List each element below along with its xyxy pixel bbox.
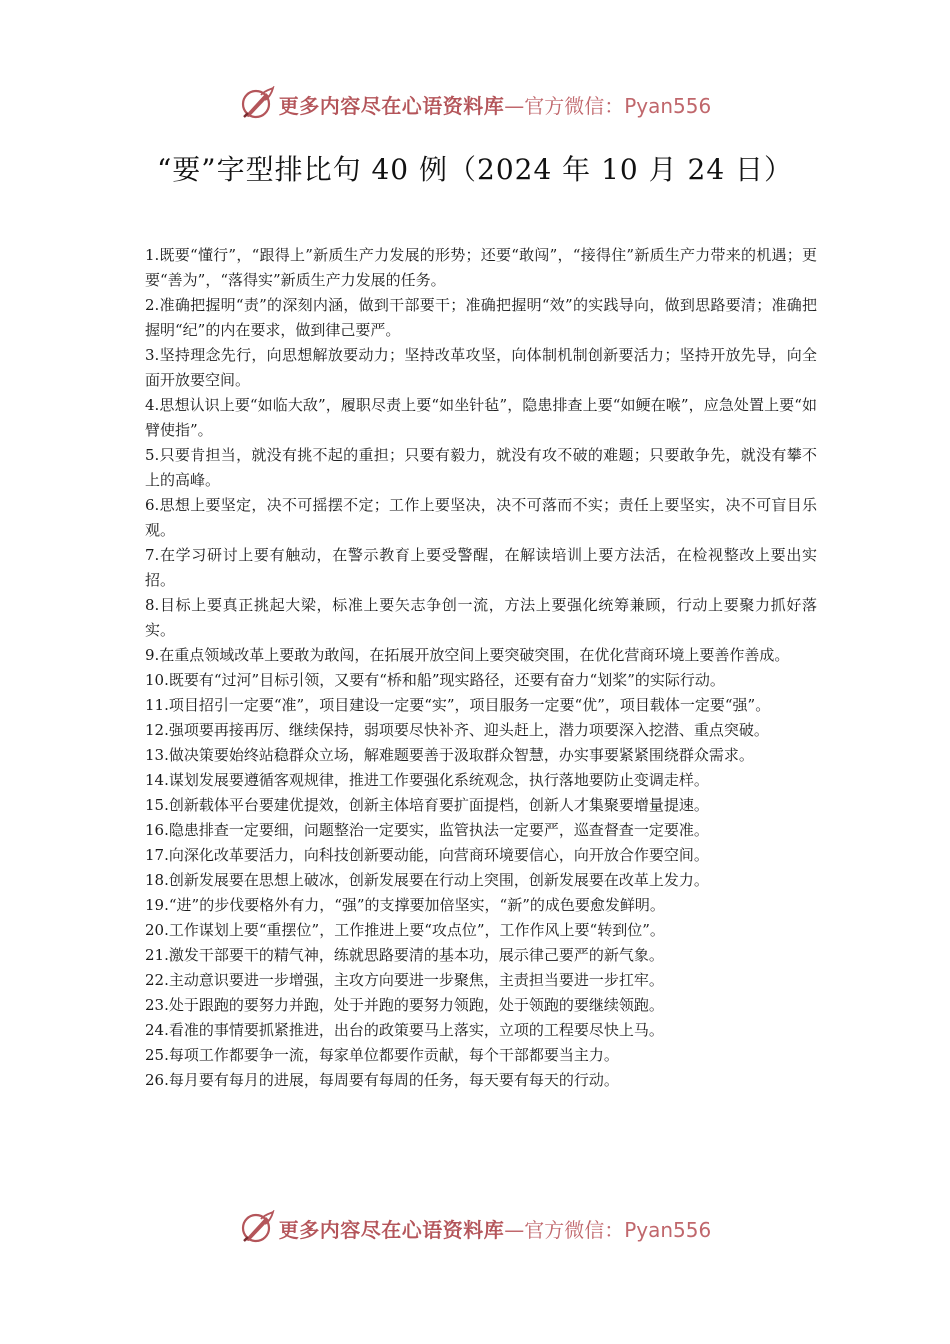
page-title: “要”字型排比句 40 例（2024 年 10 月 24 日） bbox=[156, 153, 794, 186]
list-item: 16.隐患排查一定要细，问题整治一定要实，监管执法一定要严，巡查督查一定要准。 bbox=[145, 821, 709, 839]
list-item: 8.目标上要真正挑起大梁，标准上要矢志争创一流，方法上要强化统筹兼顾，行动上要聚力抓好落实。 bbox=[145, 596, 817, 639]
list-item: 26.每月要有每月的进展，每周要有每周的任务，每天要有每天的行动。 bbox=[145, 1071, 619, 1089]
list-item: 6.思想上要坚定，决不可摇摆不定；工作上要坚决，决不可落而不实；责任上要坚实，决不可盲目乐观。 bbox=[145, 496, 817, 539]
list-item: 5.只要肯担当，就没有挑不起的重担；只要有毅力，就没有攻不破的难题；只要敢争先，就没有攀不上的高峰。 bbox=[145, 446, 817, 489]
banner-sub-text: —官方微信：Pyan556 bbox=[504, 1217, 712, 1242]
banner-main-text: 更多内容尽在心语资料库 bbox=[278, 93, 505, 118]
list-item: 18.创新发展要在思想上破冰，创新发展要在行动上突围，创新发展要在改革上发力。 bbox=[145, 871, 709, 889]
list-item: 9.在重点领域改革上要敢为敢闯，在拓展开放空间上要突破突围，在优化营商环境上要善作善成。 bbox=[145, 646, 790, 664]
list-item: 3.坚持理念先行，向思想解放要动力；坚持改革攻坚，向体制机制创新要活力；坚持开放先导，向全面开放要空间。 bbox=[145, 346, 817, 389]
banner-main-text: 更多内容尽在心语资料库 bbox=[278, 1217, 505, 1242]
list-item: 23.处于跟跑的要努力并跑，处于并跑的要努力领跑，处于领跑的要继续领跑。 bbox=[145, 996, 664, 1014]
list-item: 17.向深化改革要活力，向科技创新要动能，向营商环境要信心，向开放合作要空间。 bbox=[145, 846, 709, 864]
list-item: 21.激发干部要干的精气神，练就思路要清的基本功，展示律己要严的新气象。 bbox=[145, 946, 664, 964]
list-item: 7.在学习研讨上要有触动，在警示教育上要受警醒，在解读培训上要方法活，在检视整改上要出实招。 bbox=[145, 546, 817, 589]
list-item: 24.看准的事情要抓紧推进，出台的政策要马上落实，立项的工程要尽快上马。 bbox=[145, 1021, 664, 1039]
list-item: 20.工作谋划上要“重摆位”，工作推进上要“攻点位”，工作作风上要“转到位”。 bbox=[145, 921, 665, 939]
list-item: 12.强项要再接再厉、继续保持，弱项要尽快补齐、迎头赶上，潜力项要深入挖潜、重点突破。 bbox=[145, 721, 769, 739]
list-item: 10.既要有“过河”目标引领，又要有“桥和船”现实路径，还要有奋力“划桨”的实际行动。 bbox=[145, 671, 725, 689]
list-item: 4.思想认识上要“如临大敌”，履职尽责上要“如坐针毡”，隐患排查上要“如鲠在喉”，应急处置上要“如臂使指”。 bbox=[145, 396, 817, 439]
quill-logo-icon bbox=[239, 86, 275, 122]
list-item: 13.做决策要始终站稳群众立场，解难题要善于汲取群众智慧，办实事要紧紧围绕群众需求。 bbox=[145, 746, 754, 764]
list-item: 14.谋划发展要遵循客观规律，推进工作要强化系统观念，执行落地要防止变调走样。 bbox=[145, 771, 709, 789]
footer-watermark-banner bbox=[0, 1208, 950, 1248]
sentence-list bbox=[145, 243, 817, 1093]
list-item: 11.项目招引一定要“准”，项目建设一定要“实”，项目服务一定要“优”，项目载体一定要“强”。 bbox=[145, 696, 771, 714]
list-item: 2.准确把握明“责”的深刻内涵，做到干部要干；准确把握明“效”的实践导向，做到思路要清；准确把握明“纪”的内在要求，做到律己要严。 bbox=[145, 296, 817, 339]
quill-logo-icon bbox=[239, 1210, 275, 1246]
list-item: 1.既要“懂行”，“跟得上”新质生产力发展的形势；还要“敢闯”，“接得住”新质生产力带来的机遇；更要“善为”，“落得实”新质生产力发展的任务。 bbox=[145, 246, 817, 289]
list-item: 15.创新载体平台要建优提效，创新主体培育要扩面提档，创新人才集聚要增量提速。 bbox=[145, 796, 709, 814]
list-item: 25.每项工作都要争一流，每家单位都要作贡献，每个干部都要当主力。 bbox=[145, 1046, 619, 1064]
banner-sub-text: —官方微信：Pyan556 bbox=[504, 93, 712, 118]
list-item: 22.主动意识要进一步增强，主攻方向要进一步聚焦，主责担当要进一步扛牢。 bbox=[145, 971, 664, 989]
header-watermark-banner bbox=[0, 84, 950, 124]
list-item: 19.“进”的步伐要格外有力，“强”的支撑要加倍坚实，“新”的成色要愈发鲜明。 bbox=[145, 896, 665, 914]
